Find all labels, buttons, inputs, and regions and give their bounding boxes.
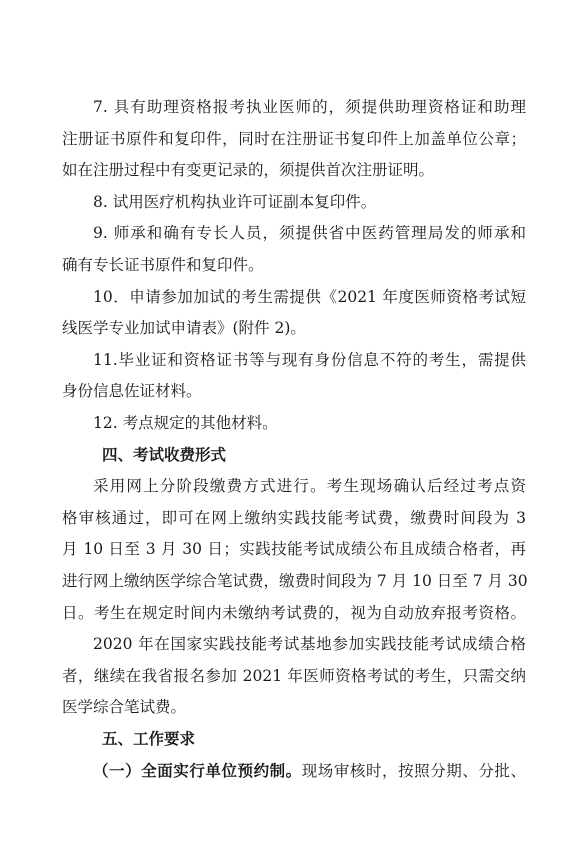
section-heading-5: 五、工作要求	[102, 729, 196, 748]
text-line: 格审核通过，即可在网上缴纳实践技能考试费，缴费时间段为 3	[62, 508, 526, 527]
text-line: 8. 试用医疗机构执业许可证副本复印件。	[93, 192, 377, 211]
text-line: 月 10 日至 3 月 30 日；实践技能考试成绩公布且成绩合格者，再	[62, 540, 526, 559]
text-line: 7. 具有助理资格报考执业医师的，须提供助理资格证和助理	[93, 98, 526, 116]
document-page	[62, 92, 526, 787]
text-line: 日。考生在规定时间内未缴纳考试费的，视为自动放弃报考资格。	[62, 603, 526, 622]
text-line: 身份信息佐证材料。	[62, 382, 202, 401]
subsection-heading: （一）全面实行单位预约制。	[93, 761, 302, 781]
section-heading-4: 四、考试收费形式	[102, 445, 227, 464]
text-line: 者，继续在我省报名参加 2021 年医师资格考试的考生，只需交纳	[62, 666, 526, 685]
text-line: 9. 师承和确有专长人员，须提供省中医药管理局发的师承和	[93, 224, 526, 243]
text-line: 注册证书原件和复印件，同时在注册证书复印件上加盖单位公章；	[62, 129, 526, 148]
text-line: 线医学专业加试申请表》(附件 2)。	[62, 319, 306, 338]
text-fragment: 现场审核时，按照分期、分批、	[301, 762, 526, 781]
text-line: 如在注册过程中有变更记录的，须提供首次注册证明。	[62, 161, 435, 180]
text-line: 11.毕业证和资格证书等与现有身份信息不符的考生，需提供	[93, 350, 526, 369]
text-line	[62, 755, 526, 787]
text-line: 2020 年在国家实践技能考试基地参加实践技能考试成绩合格	[93, 635, 526, 654]
text-line: 进行网上缴纳医学综合笔试费，缴费时间段为 7 月 10 日至 7 月 30	[62, 571, 528, 590]
text-line: 采用网上分阶段缴费方式进行。考生现场确认后经过考点资	[93, 477, 526, 496]
text-line: 医学综合笔试费。	[62, 698, 187, 717]
text-line: 12. 考点规定的其他材料。	[93, 413, 278, 432]
text-line: 10．申请参加加试的考生需提供《2021 年度医师资格考试短	[93, 287, 526, 306]
text-line: 确有专长证书原件和复印件。	[62, 255, 264, 274]
